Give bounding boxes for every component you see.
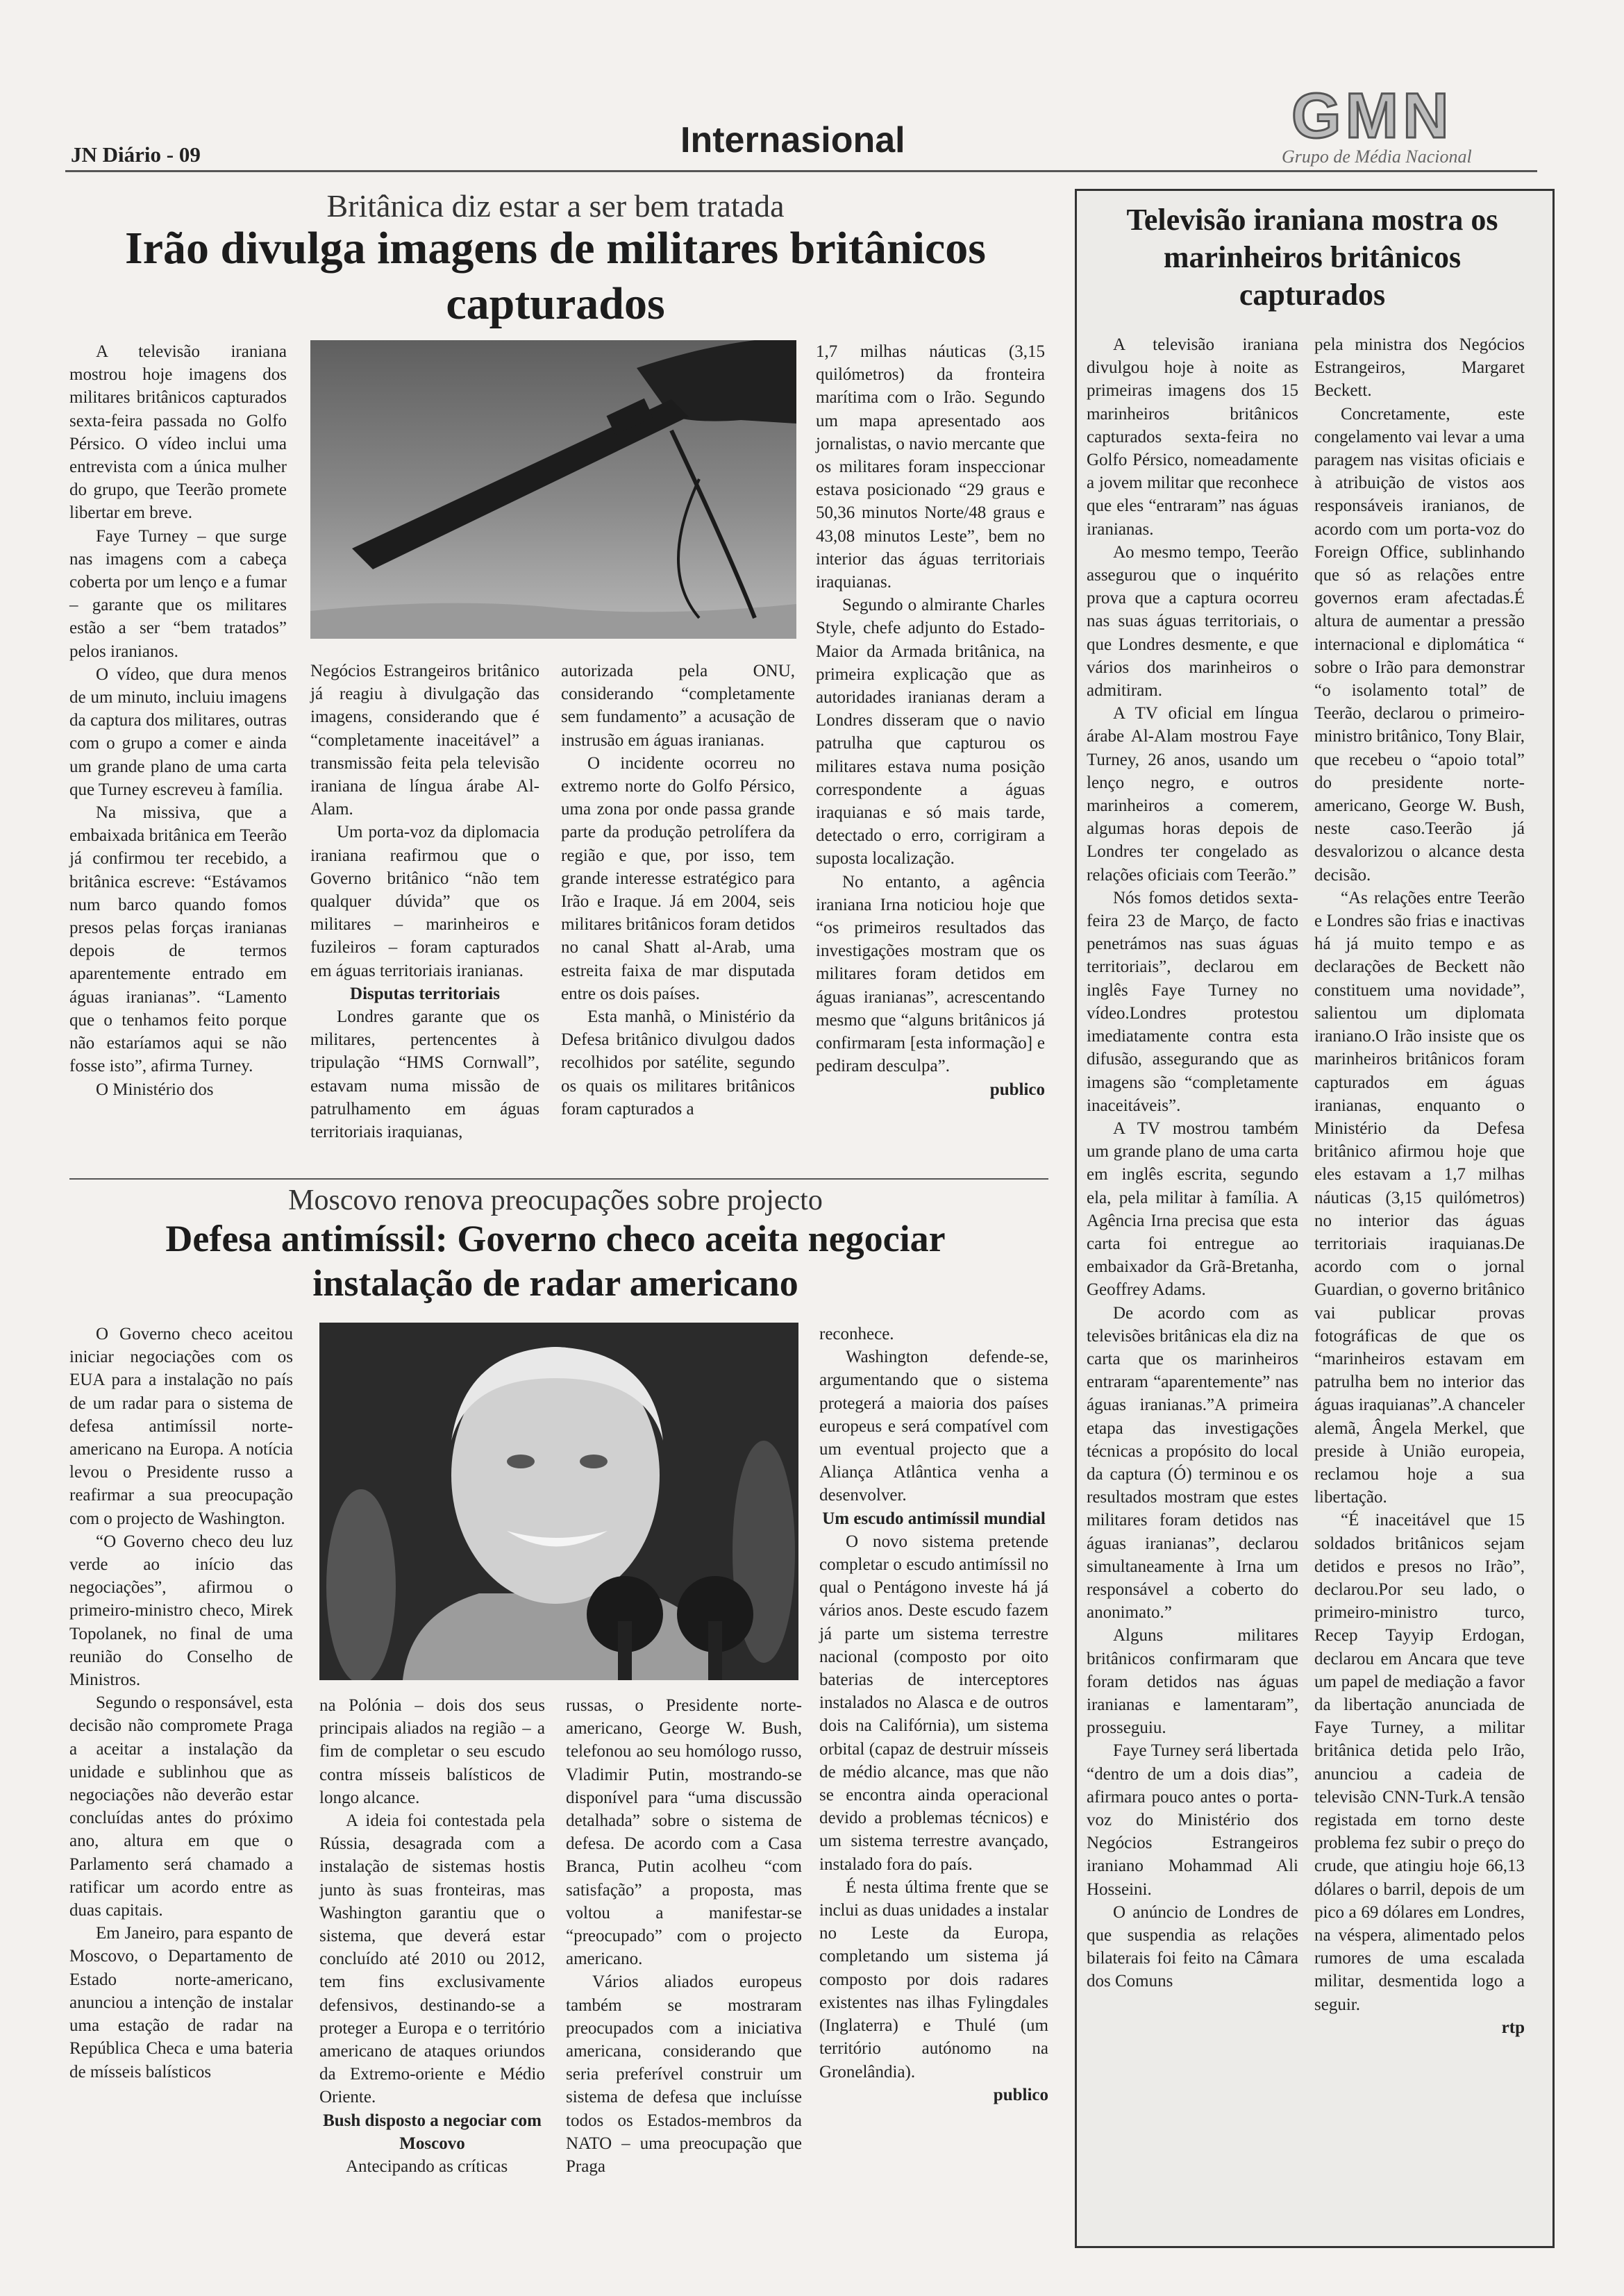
paragraph: A televisão iraniana divulgou hoje à noite as primeiras imagens dos 15 marinheiros britânicos capturados sexta-feira no Golfo Pérsico, nomeadamente a jovem militar que reconhece que eles “entraram” nas águas iranianas. (1087, 335, 1298, 539)
sidebar-column-1 (1087, 333, 1298, 1993)
paragraph: Concretamente, este congelamento vai levar a uma paragem nas visitas oficiais e à atribuição de vistos aos responsáveis iranianos, de acordo com um porta-voz do Foreign Office, sublinhando que só as relações entre governos eram afectadas.É altura de aumentar a pressão internacional e diplomática “ sobre o Irão para demonstrar “o isolamento total” de Teerão, declarou o primeiro-ministro britânico, Tony Blair, que recebeu o “apoio total” do presidente norte-americano, George W. Bush, neste caso.Teerão já desvalorizou o alcance desta decisão. (1314, 404, 1525, 885)
paragraph: Alguns militares britânicos confirmaram que foram detidos nas águas iranianas e lamentaram”, prosseguiu. (1087, 1626, 1298, 1738)
publisher-logo (1278, 80, 1548, 174)
article1-column-1 (69, 340, 287, 1101)
paragraph: Faye Turney – que surge nas imagens com a cabeça coberta por um lenço e a fumar – garante que os militares estão a ser “bem tratados” pelos iranianos. (69, 526, 287, 661)
byline: publico (989, 1080, 1045, 1099)
article2-column-3 (566, 1694, 802, 2178)
paragraph: Negócios Estrangeiros britânico já reagiu à divulgação das imagens, considerando que é “completamente inaceitável” a transmissão feita pela televisão iraniana de língua árabe Al-Alam. (310, 662, 539, 819)
paragraph: “As relações entre Teerão e Londres são frias e inactivas há já muito tempo e as declarações de Beckett não constituem uma novidade”, salientou um diplomata iraniano.O Irão insiste que os marinheiros britânicos foram capturados em águas iranianas, enquanto o Ministério da Defesa britânico afirmou hoje que eles estavam a 1,7 milhas náuticas (3,15 quilómetros) no interior das águas territoriais iraquianas.De acordo com o jornal Guardian, o governo britânico vai publicar provas fotográficas de que os “marinheiros estavam em patrulha bem no interior das águas iraquianas”.A chanceler alemã, Ângela Merkel, que preside à União europeia, reclamou hoje a sua libertação. (1314, 888, 1525, 1507)
article1-column-4 (816, 340, 1045, 1101)
paragraph: É nesta última frente que se inclui as duas unidades a instalar no Leste da Europa, completando um sistema já composto por dois radares existentes nas ilhas Fylingdales (Inglaterra) e Thulé (um território autónomo na Gronelândia). (819, 1877, 1048, 2081)
paragraph: O novo sistema pretende completar o escudo antimíssil no qual o Pentágono investe há já vários anos. Deste escudo fazem já parte um sistema terrestre nacional (composto por oito baterias de interceptores instalados no Alasca e de outros dois na Califórnia), um sistema orbital (capaz de destruir mísseis de médio alcance, mas que não se encontra ainda operacional devido a problemas técnicos) e um sistema terrestre avançado, instalado fora do país. (819, 1532, 1048, 1874)
byline: rtp (1501, 2018, 1525, 2037)
byline: publico (993, 2085, 1048, 2104)
paragraph: A TV mostrou também um grande plano de uma carta em inglês escrita, segundo ela, pela militar à família. A Agência Irna precisa que esta carta foi entregue ao embaixador da Grã-Bretanha, Geoffrey Adams. (1087, 1118, 1298, 1300)
logo-tagline: Grupo de Média Nacional (1282, 146, 1472, 167)
paragraph: No entanto, a agência iraniana Irna noticiou hoje que “os primeiros resultados das investigações mostram que os militares foram detidos em águas iranianas”, acrescentando mesmo que “alguns britânicos já confirmaram [esta informação] e pediram desculpa”. (816, 872, 1045, 1076)
paragraph: “O Governo checo deu luz verde ao início das negociações”, afirmou o primeiro-ministro checo, Mirek Topolanek, no final de uma reunião do Conselho de Ministros. (69, 1532, 293, 1690)
paragraph: autorizada pela ONU, considerando “completamente sem fundamento” a acusação de instrusão em águas iranianas. (561, 662, 795, 750)
article2-headline: Defesa antimíssil: Governo checo aceita negociar instalação de radar americano (165, 1218, 946, 1304)
paragraph: O vídeo, que dura menos de um minuto, incluiu imagens da captura dos militares, outras com o grupo a comer e ainda um grande plano de uma carta que Turney escreveu à família. (69, 664, 287, 799)
sidebar-column-2 (1314, 333, 1525, 2039)
page-label: JN Diário - 09 (71, 142, 201, 167)
article1-column-3 (561, 660, 795, 1121)
sidebar-headline: Televisão iraniana mostra os marinheiros britânicos capturados (1126, 203, 1498, 312)
paragraph: Segundo o responsável, esta decisão não compromete Praga a aceitar a instalação da unidade e sublinhou que as negociações não deverão estar concluídas antes do próximo ano, altura em que o Parlamento será chamado a ratificar um acordo entre as duas capitais. (69, 1693, 293, 1920)
paragraph: Um porta-voz da diplomacia iraniana reafirmou que o Governo britânico “não tem qualquer dúvida” que os militares – marinheiros e fuzileiros – foram capturados em águas territoriais iranianas. (310, 823, 539, 980)
article2-column-2 (319, 1694, 545, 2178)
paragraph: Antecipando as críticas (346, 2157, 508, 2177)
paragraph: reconhece. (819, 1325, 894, 1343)
paragraph: A TV oficial em língua árabe Al-Alam mostrou Faye Turney, 26 anos, usando um lenço negro, e outros marinheiros a comerem, algumas horas depois de Londres ter congelado as relações oficiais com Teerão.” (1087, 704, 1298, 885)
paragraph: Na missiva, que a embaixada britânica em Teerão já confirmou ter recebido, a britânica escreve: “Estávamos num barco quando fomos presos pelas forças iranianas depois de termos aparentemente entrado em águas iranianas”. “Lamento que o tenhamos feito porque não estaríamos aqui se não fosse isto”, afirma Turney. (69, 803, 287, 1076)
paragraph: Londres garante que os militares, pertencentes à tripulação “HMS Cornwall”, estavam numa missão de patrulhamento em águas territoriais iraquianas, (310, 1007, 539, 1142)
paragraph: Segundo o almirante Charles Style, chefe adjunto do Estado-Maior da Armada britânica, na primeira explicação que as autoridades iranianas deram a Londres disseram que o navio patrulha que capturou os militares estava numa posição correspondente a águas iraquianas e só mais tarde, detectado o erro, corrigiram a suposta localização. (816, 596, 1045, 869)
subheading: Um escudo antimíssil mundial (822, 1509, 1046, 1528)
bush-photo (319, 1323, 798, 1680)
paragraph: O Governo checo aceitou iniciar negociações com os EUA para a instalação no país de um radar para o sistema de defesa antimíssil norte-americano na Europa. A notícia levou o Presidente russo a reafirmar a sua preocupação com o projecto de Washington. (69, 1325, 293, 1528)
paragraph: Washington defende-se, argumentando que o sistema protegerá a maioria dos países europeus e será compatível com um eventual projecto que a Aliança Atlântica venha a desenvolver. (819, 1348, 1048, 1505)
rifle-photo (310, 340, 796, 639)
masthead-rule (65, 170, 1537, 172)
rifle-silhouette-image (310, 340, 796, 639)
portrait-image (319, 1323, 798, 1680)
article2-column-4 (819, 1323, 1048, 2106)
paragraph: A televisão iraniana mostrou hoje imagens dos militares britânicos capturados sexta-feira passada no Golfo Pérsico. O vídeo inclui uma entrevista com a única mulher do grupo, que Teerão promete libertar em breve. (69, 342, 287, 523)
paragraph: Esta manhã, o Ministério da Defesa britânico divulgou dados recolhidos por satélite, segundo os quais os militares britânicos foram capturados a (561, 1007, 795, 1118)
paragraph: Ao mesmo tempo, Teerão assegurou que o inquérito prova que a captura ocorreu nas suas águas territoriais, o que Londres desmente, e que vários dos marinheiros o admitiram. (1087, 542, 1298, 701)
section-title: Internasional (680, 120, 905, 160)
paragraph: Faye Turney será libertada “dentro de um a dois dias”, afirmara pouco antes o porta-voz do Ministério dos Negócios Estrangeiros iraniano Mohammad Ali Hosseini. (1087, 1741, 1298, 1899)
article2-kicker: Moscovo renova preocupações sobre projecto (288, 1184, 823, 1216)
paragraph: Vários aliados europeus também se mostraram preocupados com a iniciativa americana, considerando que seria preferível construir um sistema de defesa que incluísse todos os Estados-membros da NATO – uma preocupação que Praga (566, 1972, 802, 2177)
paragraph: na Polónia – dois dos seus principais aliados na região – a fim de completar o seu escudo contra mísseis balísticos de longo alcance. (319, 1696, 545, 1807)
article2-column-1 (69, 1323, 293, 2084)
article1-column-2 (310, 660, 539, 1143)
paragraph: O anúncio de Londres de que suspendia as relações bilaterais foi feito na Câmara dos Comuns (1087, 1902, 1298, 1991)
paragraph: De acordo com as televisões britânicas ela diz na carta que os marinheiros entraram “aparentemente” nas águas iranianas.”A primeira etapa das investigações técnicas a propósito do local da captura (Ó) terminou e os resultados mostram que estes militares foram detidos nas águas iranianas”, declarou simultaneamente à Irna um responsável a coberto do anonimato.” (1087, 1303, 1298, 1623)
paragraph: russas, o Presidente norte-americano, George W. Bush, telefonou ao seu homólogo russo, Vladimir Putin, mostrando-se disponível para “uma discussão detalhada” sobre o sistema de defesa. De acordo com a Casa Branca, Putin acolheu “com satisfação” a proposta, mas voltou a manifestar-se “preocupado” com o projecto americano. (566, 1696, 802, 1969)
article1-headline: Irão divulga imagens de militares britânicos capturados (125, 223, 986, 329)
article-divider (69, 1178, 1048, 1180)
subheading: Bush disposto a negociar com Moscovo (323, 2111, 542, 2153)
paragraph: O incidente ocorreu no extremo norte do Golfo Pérsico, uma zona por onde passa grande parte da produção petrolífera da região e que, por isso, tem grande interesse estratégico para Irão e Iraque. Já em 2004, seis militares britânicos foram detidos no canal Shatt al-Arab, uma estreita faixa de mar disputada entre os dois países. (561, 753, 795, 1003)
paragraph: 1,7 milhas náuticas (3,15 quilómetros) da fronteira marítima com o Irão. Segundo um mapa apresentado aos jornalistas, o navio mercante que os militares foram inspeccionar estava posicionado “29 graus e 50,36 minutos Norte/48 graus e 43,08 minutos Leste”, bem no interior das águas territoriais iraquianas. (816, 342, 1045, 592)
logo-wordmark: GMN (1291, 81, 1453, 151)
article1-kicker: Britânica diz estar a ser bem tratada (326, 188, 785, 224)
subheading: Disputas territoriais (350, 984, 500, 1003)
paragraph: Em Janeiro, para espanto de Moscovo, o Departamento de Estado norte-americano, anunciou a intenção de instalar uma estação de radar na República Checa e uma bateria de mísseis balísticos (69, 1924, 293, 2081)
paragraph: Nós fomos detidos sexta-feira 23 de Março, de facto penetrámos nas suas águas territoriais”, declarou em inglês Faye Turney no vídeo.Londres protestou imediatamente contra esta difusão, assegurando que as imagens são “completamente inaceitáveis”. (1087, 888, 1298, 1115)
paragraph: A ideia foi contestada pela Rússia, desagrada com a instalação de sistemas hostis junto às suas fronteiras, mas Washington garantiu que o sistema, que deverá estar concluído até 2010 ou 2012, tem fins exclusivamente defensivos, destinando-se a proteger a Europa e o território americano de ataques oriundos da Extremo-oriente e Médio Oriente. (319, 1811, 545, 2107)
paragraph: “É inaceitável que 15 soldados britânicos sejam detidos e presos no Irão”, declarou.Por seu lado, o primeiro-ministro turco, Recep Tayyip Erdogan, declarou em Ancara que teve um papel de mediação a favor da libertação anunciada de Faye Turney, a militar britânica detida pelo Irão, anunciou a cadeia de televisão CNN-Turk.A tensão registada em torno deste problema fez subir o preço do crude, que atingiu hoje 66,13 dólares o barril, depois de um pico a 69 dólares em Londres, na véspera, alimentado pelos rumores de uma escalada militar, desmentida logo a seguir. (1314, 1511, 1525, 2014)
paragraph: pela ministra dos Negócios Estrangeiros, Margaret Beckett. (1314, 335, 1525, 401)
paragraph: O Ministério dos (96, 1080, 214, 1099)
